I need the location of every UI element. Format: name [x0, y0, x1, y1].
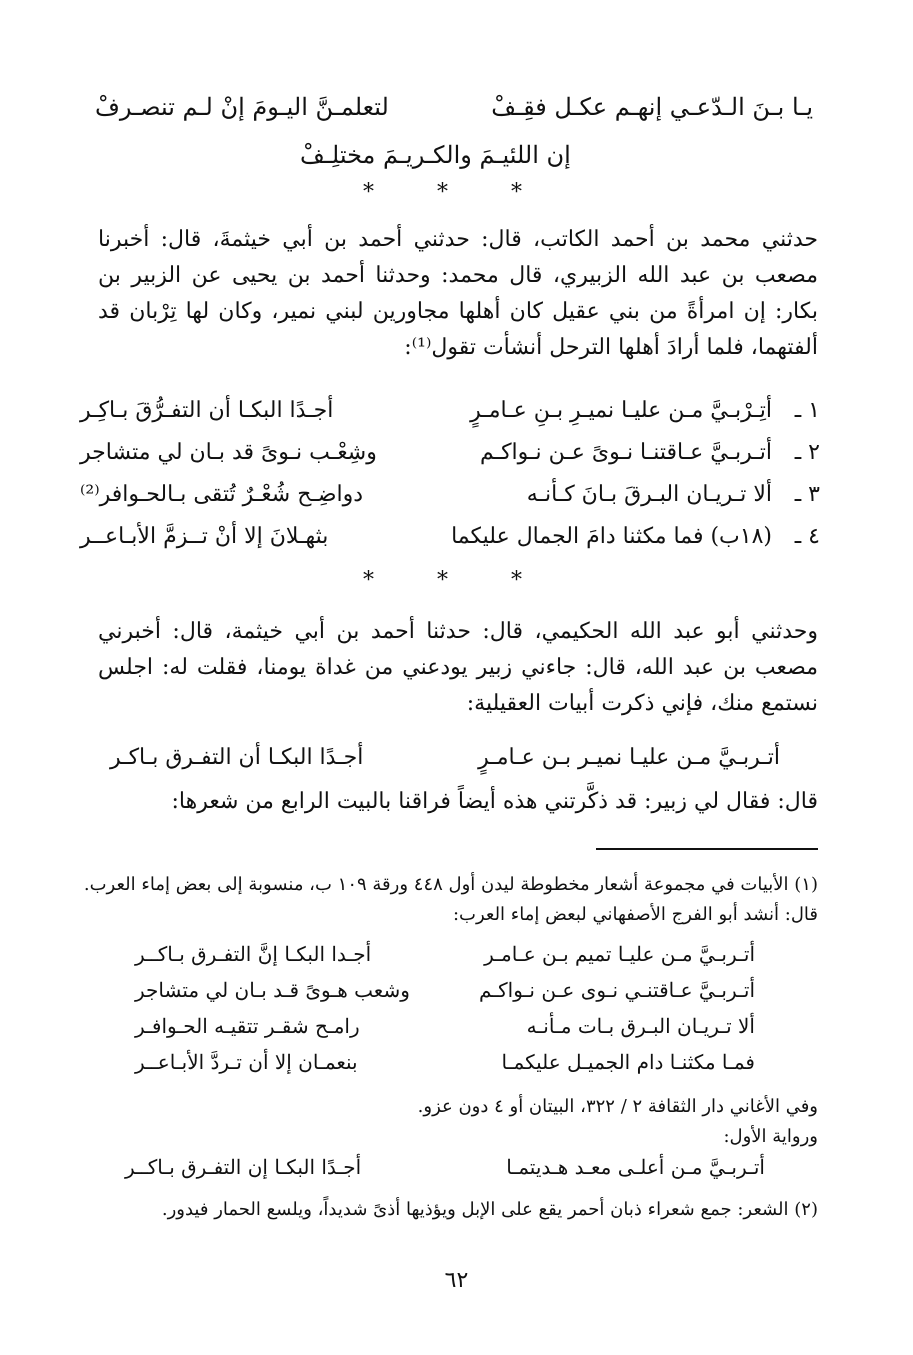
footnote-poem-first-hemistich: أتـربـيَّ مـن عليـا تميم بـن عـامـر	[484, 942, 755, 966]
footnote-poem-line-4	[135, 1050, 755, 1086]
page-number: ٦٢	[444, 1268, 469, 1293]
footnote-poem-second-hemistich: رامـح شقـر تتقيـه الحـوافـر	[135, 1014, 360, 1038]
poem-line-2	[80, 440, 820, 476]
paragraph-1-text: حدثني محمد بن أحمد الكاتب، قال: حدثني أحمد بن أبي خيثمةَ، قال: أخبرنا مصعب بن عبد الله الزبيري، قال محمد: وحدثنا أحمد بن يحيى عن الزبير بن بكار: إن امرأةً من بني عقيل كان أهلها مجاورين لبني نمير، وكان لها تِرْبان قد ألفتهما، فلما أرادَ أهلها الترحل أنشأت تقول⁽¹⁾:	[98, 227, 818, 360]
footnote-2-text: (٢) الشعر: جمع شعراء ذبان أحمر يقع على الإبل ويؤذيها أذىً شديداً، ويلسع الحمار فيدور.	[161, 1199, 818, 1220]
footnote-1-note-a	[368, 1092, 818, 1122]
footnote-poem-first-hemistich: فمـا مكثنـا دام الجميـل عليكمـا	[501, 1050, 755, 1074]
paragraph-2-text: وحدثني أبو عبد الله الحكيمي، قال: حدثنا أحمد بن أبي خيثمة، قال: أخبرني مصعب بن عبد الله، قال: جاءني زبير يودعني من غداة يومنا، فقلت له: اجلس نستمع منك، فإني ذكرت أبيات العقيلية:	[98, 619, 818, 716]
section-separator-1: * * *	[363, 180, 550, 205]
footnote-poem-first-hemistich: أتـربـيَّ عـاقتنـي نـوى عـن نـواكـم	[478, 978, 755, 1002]
paragraph-3	[98, 784, 818, 820]
poem-line-number: ٤ ـ	[794, 524, 820, 549]
paragraph-3-text: قال: فقال لي زبير: قد ذكَّرتني هذه أيضاً فراقنا بالبيت الرابع من شعرها:	[171, 789, 818, 814]
footnote-poem-line-3	[135, 1014, 755, 1050]
footnote-variant-first-hemistich: أتـربـيَّ مـن أعلـى معـد هـديتمـا	[506, 1155, 765, 1179]
paragraph-1	[98, 222, 818, 366]
footnote-poem-first-hemistich: ألا تـريـان البـرق بـات مـأنـه	[526, 1014, 755, 1038]
poem-line-number: ١ ـ	[794, 398, 820, 423]
poem-line-first-hemistich: (١٨ب) فما مكثنا دامَ الجمال عليكما	[451, 524, 772, 549]
poem-line-second-hemistich: بثهـلانَ إلا أنْ تــزمَّ الأبـاعــر	[80, 524, 329, 549]
footnote-2	[83, 1195, 818, 1225]
footnote-1-intro	[83, 870, 818, 930]
quoted-verse-first-hemistich: أتـربـيَّ مـن عليـا نميـر بـن عـامـرٍ	[478, 745, 780, 770]
opening-verse-hemistich-2: لتعلمـنَّ اليـومَ إنْ لـم تنصـرفْ	[95, 93, 389, 121]
footnote-divider	[596, 848, 818, 850]
footnote-poem-line-2	[135, 978, 755, 1014]
opening-verse-hemistich-3: إن اللئيـمَ والكـريـمَ مختلِـفْ	[300, 141, 571, 169]
footnote-variant-verse	[125, 1155, 765, 1191]
footnote-1-note-b	[618, 1122, 818, 1152]
quoted-verse-second-hemistich: أجـدًا البكـا أن التفـرق بـاكـر	[110, 745, 364, 770]
footnote-variant-second-hemistich: أجـدًا البكـا إن التفـرق بـاكــر	[125, 1155, 362, 1179]
quoted-verse	[110, 745, 780, 781]
poem-line-4	[80, 524, 820, 560]
poem-line-second-hemistich: دواضِـح شُعْـرٌ تُتقى بـالحـوافر⁽²⁾	[80, 482, 364, 507]
poem-line-number: ٢ ـ	[794, 440, 820, 465]
paragraph-2	[98, 614, 818, 722]
poem-line-number: ٣ ـ	[794, 482, 820, 507]
poem-line-first-hemistich: ألا تـريـان البـرقَ بـانَ كـأنـه	[526, 482, 772, 507]
poem-line-1	[80, 398, 820, 434]
footnote-poem-line-1	[135, 942, 755, 978]
footnote-1-text: (١) الأبيات في مجموعة أشعار مخطوطة ليدن أول ٤٤٨ ورقة ١٠٩ ب، منسوبة إلى بعض إماء العرب. قال: أنشد أبو الفرج الأصفهاني لبعض إماء العرب:	[83, 874, 818, 925]
footnote-poem-second-hemistich: وشعب هـوىً قـد بـان لي متشاجر	[135, 978, 410, 1002]
footnote-note-b-text: ورواية الأول:	[723, 1126, 818, 1147]
poem-line-3	[80, 482, 820, 518]
poem-line-second-hemistich: وشِعْـب نـوىً قد بـان لي متشاجر	[80, 440, 377, 465]
footnote-note-a-text: وفي الأغاني دار الثقافة ٢ / ٣٢٢، البيتان أو ٤ دون عزو.	[417, 1096, 818, 1117]
footnote-poem-second-hemistich: بنعمـان إلا أن تـردَّ الأبـاعــر	[135, 1050, 358, 1074]
poem-line-first-hemistich: أتـربـيَّ عـاقتنـا نـوىً عـن نـواكـم	[480, 440, 772, 465]
opening-verse-hemistich-1: يـا بـنَ الـدّعـي إنهـم عكـل فقِـفْ	[491, 93, 813, 121]
footnote-poem-second-hemistich: أجـدا البكـا إنَّ التفـرق بـاكــر	[135, 942, 372, 966]
section-separator-2: * * *	[363, 568, 550, 593]
poem-line-first-hemistich: أتِـرْبـيَّ مـن عليـا نميـرِ بـنِ عـامـرٍ	[470, 398, 772, 423]
poem-line-second-hemistich: أجـدًا البكـا أن التفـرُّقَ بـاكِـر	[80, 398, 334, 423]
